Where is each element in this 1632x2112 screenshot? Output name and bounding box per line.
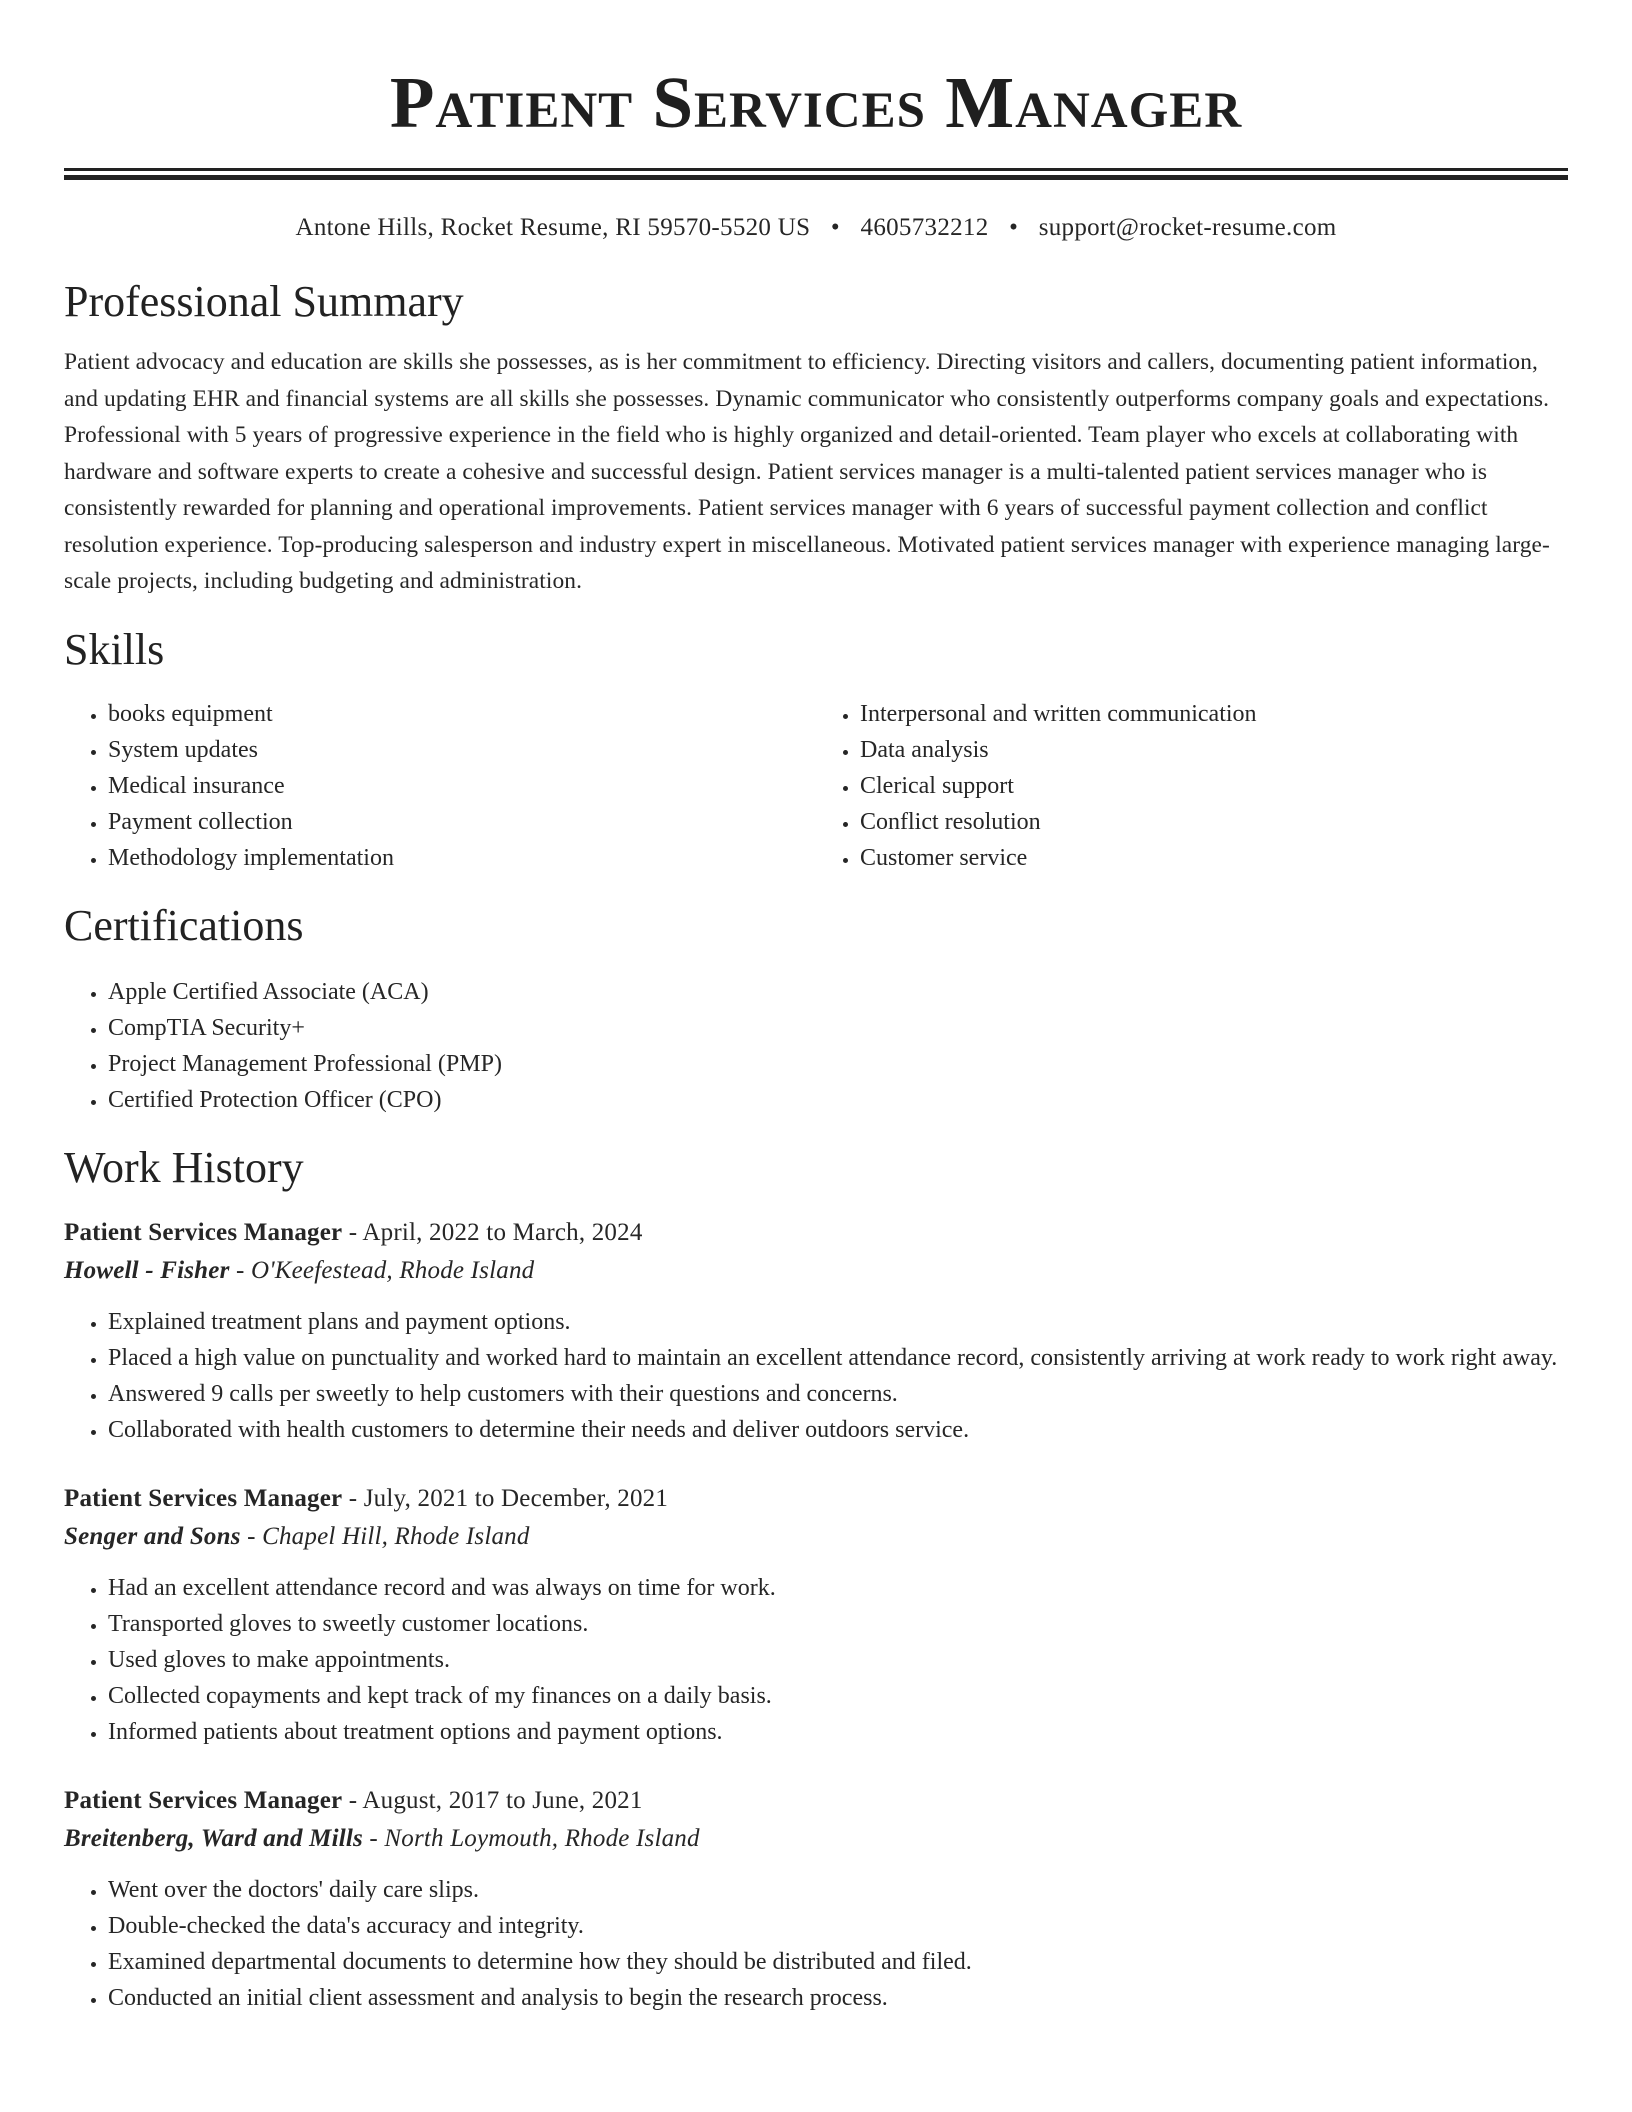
job-location: - O'Keefestead, Rhode Island	[229, 1256, 535, 1284]
job-bullet: • Explained treatment plans and payment options.	[108, 1304, 1568, 1340]
summary-heading: Professional Summary	[64, 277, 464, 326]
job-bullet: • Went over the doctors' daily care slips.	[108, 1872, 1568, 1908]
job-bullet: • Double-checked the data's accuracy and integrity.	[108, 1908, 1568, 1944]
job-bullet: • Conducted an initial client assessment and analysis to begin the research process.	[108, 1980, 1568, 2016]
job-company-line	[64, 1518, 1568, 1556]
job-company: Breitenberg, Ward and Mills	[64, 1824, 363, 1852]
contact-email: support@rocket-resume.com	[1038, 214, 1337, 241]
job-location: - North Loymouth, Rhode Island	[362, 1824, 700, 1852]
skills-heading: Skills	[64, 624, 165, 674]
job-title-line	[64, 1480, 1568, 1518]
contact-separator: •	[1009, 214, 1019, 241]
contact-phone: 4605732212	[860, 214, 989, 241]
job-dates: - July, 2021 to December, 2021	[342, 1484, 669, 1512]
job-title-line	[64, 1782, 1568, 1820]
job-bullet: • Transported gloves to sweetly customer locations.	[108, 1606, 1568, 1642]
certification-item: • CompTIA Security+	[108, 1010, 1568, 1046]
job-bullets	[64, 1872, 1568, 2016]
job-location: - Chapel Hill, Rhode Island	[240, 1522, 530, 1550]
job-bullets	[64, 1570, 1568, 1750]
contact-address: Antone Hills, Rocket Resume, RI 59570-5520 US	[295, 214, 811, 241]
summary-text: Patient advocacy and education are skills she possesses, as is her commitment to efficiency. Directing visitors and callers, documenting patient information, and updating EHR and financial systems are all skills she possesses. Dynamic communicator who consistently outperforms company goals and expectations. Professional with 5 years of progressive experience in the field who is highly organized and detail-oriented. Team player who excels at collaborating with hardware and software experts to create a cohesive and successful design. Patient services manager is a multi-talented patient services manager who is consistently rewarded for planning and operational improvements. Patient services manager with 6 years of successful payment collection and conflict resolution experience. Top-producing salesperson and industry expert in miscellaneous. Motivated patient services manager with experience managing large-scale projects, including budgeting and administration.	[64, 349, 1550, 594]
resume-title: Patient Services Manager	[389, 62, 1243, 143]
job-bullet: • Had an excellent attendance record and was always on time for work.	[108, 1570, 1568, 1606]
skills-list	[64, 696, 1568, 876]
job-title-line	[64, 1214, 1568, 1252]
job-bullets	[64, 1304, 1568, 1448]
skills-column-right	[816, 696, 1568, 876]
skill-item: • Clerical support	[860, 768, 1568, 804]
contact-line	[64, 212, 1568, 244]
certifications-list	[64, 974, 1568, 1118]
skill-item: • Customer service	[860, 840, 1568, 876]
skill-item: • Interpersonal and written communication	[860, 696, 1568, 732]
skill-item: • Payment collection	[108, 804, 816, 840]
contact-separator: •	[830, 214, 840, 241]
job-bullet: • Informed patients about treatment options and payment options.	[108, 1714, 1568, 1750]
skill-item: • System updates	[108, 732, 816, 768]
job-title: Patient Services Manager	[64, 1218, 343, 1246]
work-history-heading: Work History	[64, 1142, 304, 1192]
job-bullet: • Collaborated with health customers to determine their needs and deliver outdoors service.	[108, 1412, 1568, 1448]
skill-item: • Conflict resolution	[860, 804, 1568, 840]
job-bullet: • Collected copayments and kept track of my finances on a daily basis.	[108, 1678, 1568, 1714]
certification-item: • Certified Protection Officer (CPO)	[108, 1082, 1568, 1118]
job-company-line	[64, 1820, 1568, 1858]
job-company: Howell - Fisher	[64, 1256, 230, 1284]
skill-item: • books equipment	[108, 696, 816, 732]
job-entry	[64, 1782, 1568, 2016]
job-company: Senger and Sons	[64, 1522, 241, 1550]
title-divider	[64, 168, 1568, 180]
certification-item: • Project Management Professional (PMP)	[108, 1046, 1568, 1082]
job-company-line	[64, 1252, 1568, 1290]
job-title: Patient Services Manager	[64, 1786, 343, 1814]
skill-item: • Medical insurance	[108, 768, 816, 804]
skills-column-left	[64, 696, 816, 876]
job-bullet: • Used gloves to make appointments.	[108, 1642, 1568, 1678]
job-entry	[64, 1214, 1568, 1448]
certifications-heading: Certifications	[64, 900, 304, 950]
job-bullet: • Examined departmental documents to determine how they should be distributed and filed.	[108, 1944, 1568, 1980]
job-entry	[64, 1480, 1568, 1750]
job-bullet: • Placed a high value on punctuality and worked hard to maintain an excellent attendance record, consistently arriving at work ready to work right away.	[108, 1340, 1568, 1376]
certification-item: • Apple Certified Associate (ACA)	[108, 974, 1568, 1010]
job-dates: - August, 2017 to June, 2021	[342, 1786, 643, 1814]
job-title: Patient Services Manager	[64, 1484, 343, 1512]
job-dates: - April, 2022 to March, 2024	[342, 1218, 643, 1246]
skill-item: • Data analysis	[860, 732, 1568, 768]
job-bullet: • Answered 9 calls per sweetly to help customers with their questions and concerns.	[108, 1376, 1568, 1412]
skill-item: • Methodology implementation	[108, 840, 816, 876]
